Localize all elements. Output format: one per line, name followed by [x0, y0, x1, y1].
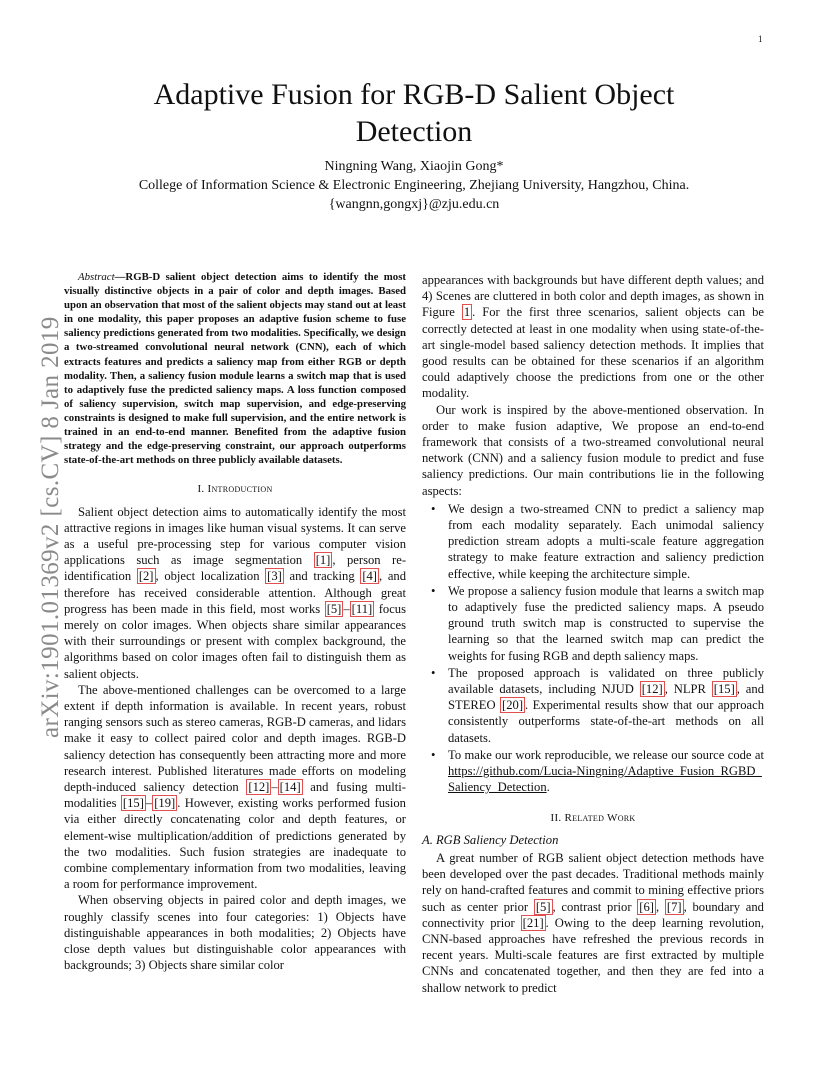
text-run: The proposed approach is validated on three publicly available datasets, including NJUD [448, 665, 764, 697]
citation-link[interactable]: [3] [267, 569, 282, 584]
section-title: Introduction [207, 483, 273, 496]
text-run: . However, existing works performed fusion via either directly concatenating color and depth features, or element-wise multiplication/addition of predictions generated by the two modalities. Such fusion strategies are inadequate to combine complementary information from two modalities, leaving a room for performance improvement. [64, 796, 406, 892]
list-item [448, 665, 764, 746]
citation-link[interactable]: [15] [713, 682, 735, 697]
left-column [64, 270, 406, 973]
citation-link[interactable]: [7] [666, 899, 682, 914]
text-run: The above-mentioned challenges can be overcomed to a large extent if depth information is available. In recent years, robust ranging sensors such as stereo cameras, RGB-D cameras, and lidars make it easy to collect paired color and depth images. RGB-D saliency detection has consequently been attracting more and more research interest. Published literatures made efforts on modeling depth-induced saliency detection [64, 682, 406, 794]
page-number: 1 [758, 34, 763, 44]
text-run: , and therefore has received considerable attention. Although great progress has been made in this field, most works [64, 569, 406, 616]
abstract-text: RGB-D salient object detection aims to identify the most visually distinctive objects in a pair of color and depth images. Based upon an observation that most of the salient objects may stand out at least in one modality, this paper proposes an adaptive fusion scheme to fuse saliency predictions generated from two modalities. Specifically, we design a two-streamed convolutional neural network (CNN), each of which extracts features and predicts a saliency map from either RGB or depth modality. Then, a saliency fusion module learns a switch map that is used to adaptively fuse the predicted saliency maps. A loss function composed of saliency supervision, switch map supervision, and edge-preserving constraints is designed to make full supervision, and the entire network is trained in an end-to-end manner. Benefited from the adaptive fusion strategy and the edge-preserving constraint, our approach outperforms state-of-the-art methods on three publicly available datasets. [64, 271, 406, 467]
figure-link[interactable]: 1 [463, 305, 471, 320]
contributions-list [422, 501, 764, 796]
text-run: , contrast prior [552, 899, 638, 914]
text-run: . Experimental results show that our approach consistently outperforms state-of-the-art methods on all datasets. [448, 698, 764, 745]
citation-link[interactable]: [21] [522, 915, 544, 930]
right-paragraph-2: Our work is inspired by the above-mentioned observation. In order to make fusion adaptive, We propose an end-to-end framework that consists of a two-streamed convolutional neural network (CNN) and a saliency fusion module to predict and fuse saliency predictions. Our main contributions lie in the following aspects: [422, 402, 764, 498]
text-run: , and STEREO [448, 682, 764, 713]
text-run: , object localization [155, 569, 266, 584]
citation-link[interactable]: [14] [279, 779, 301, 794]
text-run: , person re-identification [64, 553, 407, 584]
abstract-label: Abstract [78, 271, 115, 283]
authors: Ningning Wang, Xiaojin Gong* [324, 159, 504, 174]
citation-link[interactable]: [1] [315, 553, 331, 568]
email: {wangnn,gongxj}@zju.edu.cn [328, 197, 500, 212]
intro-paragraph-1 [64, 504, 406, 682]
text-run: A great number of RGB salient object detection methods have been developed over the past decades. Traditional methods mainly rely on hand-crafted features and commit to mining effective priors such as center prior [422, 850, 764, 914]
abstract [64, 270, 406, 467]
citation-link[interactable]: [4] [362, 569, 377, 584]
list-item [448, 747, 764, 796]
text-run: appearances with backgrounds but have different depth values; and 4) Scenes are cluttered in both color and depth images, as shown in Figure [422, 273, 764, 320]
text-run: – [343, 601, 350, 616]
citation-link[interactable]: [5] [535, 899, 551, 914]
section-number: I. [197, 483, 205, 496]
section-heading-related-work [422, 810, 764, 826]
citation-link[interactable]: [15] [122, 796, 144, 811]
text-run: , boundary and connectivity prior [422, 899, 764, 930]
section-number: II. [550, 811, 562, 824]
section-heading-introduction [64, 481, 406, 497]
text-run: – [145, 796, 153, 811]
text-run: . [546, 780, 550, 795]
arxiv-stamp: arXiv:1901.01369v2 [cs.CV] 8 Jan 2019 [37, 316, 64, 738]
intro-paragraph-2 [64, 682, 406, 893]
text-run: and tracking [283, 569, 361, 584]
list-item: • We design a two-streamed CNN to predict a saliency map from each modality separately. Each unimodal saliency prediction stream adopts a multi-scale feature aggregation strategy to make feature extraction and saliency prediction effective, while keeping the architecture simple. [448, 501, 764, 582]
citation-link[interactable]: [12] [248, 779, 270, 794]
right-paragraph-1 [422, 272, 764, 402]
citation-link[interactable]: [19] [154, 796, 176, 811]
citation-link[interactable]: [2] [138, 569, 154, 584]
citation-link[interactable]: [12] [641, 682, 663, 697]
text-run: – [271, 779, 278, 794]
citation-link[interactable]: [6] [639, 899, 654, 914]
citation-link[interactable]: [5] [326, 601, 342, 616]
text-run: focus merely on color images. When objects share similar appearances with their surroundings or present with complex background, the algorithms based on color images often fail to distinguish them as salient objects. [64, 601, 406, 681]
paper-title: Adaptive Fusion for RGB-D Salient Object Detection [153, 78, 675, 148]
section-title: Related Work [564, 811, 636, 824]
text-run: To make our work reproducible, we release our source code at [448, 747, 764, 762]
list-item: • We propose a saliency fusion module that learns a switch map to adaptively fuse the predicted saliency maps. A pseudo ground truth switch map is constructed to supervise the learning so that the learned switch map can predict the weights for fusing RGB and depth saliency maps. [448, 583, 764, 664]
intro-paragraph-3: When observing objects in paired color and depth images, we roughly classify scenes into four categories: 1) Objects have distinguishable appearances in both modalities; 2) Objects have close depth values but distinguishable color appearances with backgrounds; 3) Objects share similar color [64, 893, 406, 973]
text-run: Salient object detection aims to automatically identify the most attractive regions in images like human visual systems. It can serve as a useful pre-processing step for various computer vision applications such as image segmentation [64, 504, 406, 568]
text-run: , [655, 899, 665, 914]
subsection-heading: A. RGB Saliency Detection [422, 832, 559, 847]
text-run: and fusing multi-modalities [64, 779, 406, 811]
text-run: , NLPR [664, 682, 712, 697]
related-paragraph-1 [422, 850, 764, 996]
right-column [422, 272, 764, 996]
citation-link[interactable]: [11] [351, 601, 373, 616]
citation-link[interactable]: [20] [502, 698, 524, 713]
text-run: . Owing to the deep learning revolution, CNN-based approaches have refreshed the previous records in recent years. Multi-scale features are first extracted by multiple CNNs and concatenated together, and then they are fed into a shallow network to predict [422, 915, 765, 995]
abstract-dash: — [114, 271, 126, 283]
affiliation: College of Information Science & Electronic Engineering, Zhejiang University, Hangzhou, China. [138, 178, 690, 193]
text-run: . For the first three scenarios, salient objects can be correctly detected at least in one modality when using state-of-the-art single-model based saliency detection methods. It implies that good results can be obtained for these scenarios if an algorithm could adaptively choose the predictions from one or the other modality. [422, 305, 764, 401]
source-code-link[interactable]: https://github.com/Lucia-Ningning/Adaptive_Fusion_RGBD_Saliency_Detection [448, 764, 762, 795]
